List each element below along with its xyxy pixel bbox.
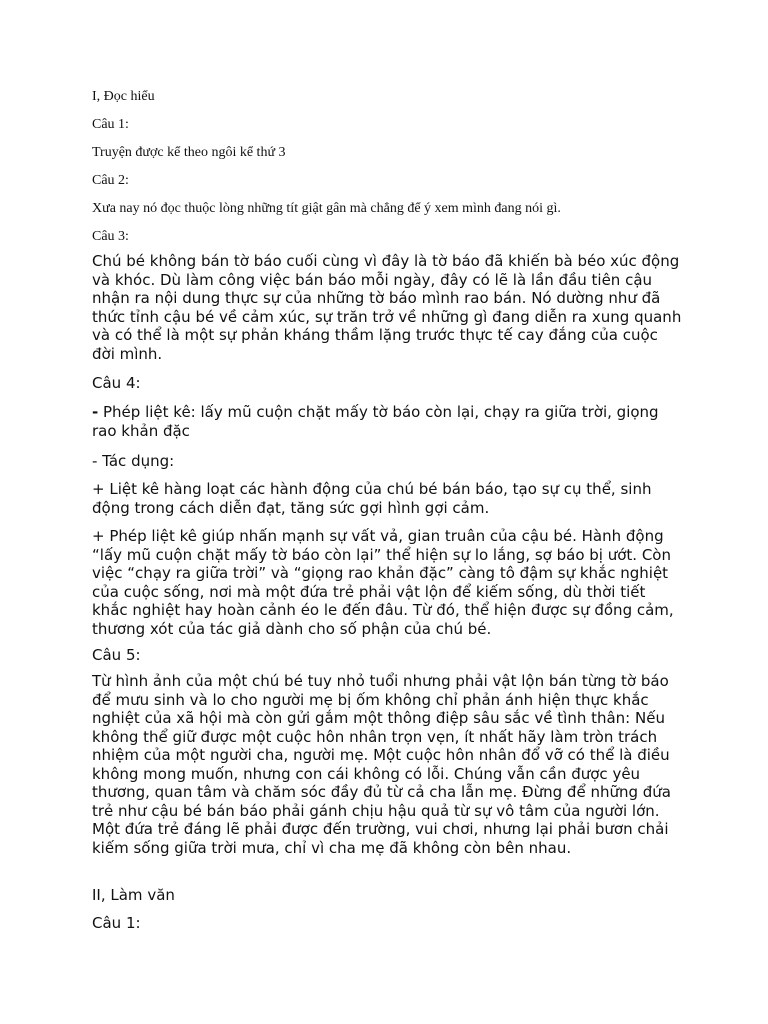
question-5-label: Câu 5: bbox=[92, 646, 141, 664]
bullet-dash: - bbox=[92, 403, 99, 421]
question-4-list-item bbox=[92, 403, 682, 440]
question-1-label: Câu 1: bbox=[92, 117, 129, 132]
question-4-effect-label: - Tác dụng: bbox=[92, 452, 175, 470]
question-2-answer: Xưa nay nó đọc thuộc lòng những tít giật gân mà chẳng để ý xem mình đang nói gì. bbox=[92, 201, 561, 216]
question-2-label: Câu 2: bbox=[92, 173, 129, 188]
question-3-label: Câu 3: bbox=[92, 229, 129, 244]
question-4-effect-2: + Phép liệt kê giúp nhấn mạnh sự vất vả, gian truân của cậu bé. Hành động “lấy mũ cuộn chặt mấy tờ báo còn lại” thể hiện sự lo lắng, sợ báo bị ướt. Còn việc “chạy ra giữa trời” và “giọng rao khản đặc” càng tô đậm sự khắc nghiệt của cuộc sống, nơi mà một đứa trẻ phải vật lộn để kiếm sống, dù thời tiết khắc nghiệt hay hoàn cảnh éo le đến đâu. Từ đó, thể hiện được sự đồng cảm, thương xót của tác giả dành cho số phận của chú bé. bbox=[92, 527, 674, 638]
section-heading-doc-hieu: I, Đọc hiểu bbox=[92, 89, 155, 104]
question-1-answer: Truyện được kể theo ngôi kể thứ 3 bbox=[92, 145, 286, 160]
question-5-answer: Từ hình ảnh của một chú bé tuy nhỏ tuổi nhưng phải vật lộn bán từng tờ báo để mưu sinh và lo cho người mẹ bị ốm không chỉ phản ánh hiện thực khắc nghiệt của xã hội mà còn gửi gắm một thông điệp sâu sắc về tình thân: Nếu không thể giữ được một cuộc hôn nhân trọn vẹn, ít nhất hãy làm tròn trách nhiệm của một người cha, người mẹ. Một cuộc hôn nhân đổ vỡ có thể là điều không mong muốn, nhưng con cái không có lỗi. Chúng vẫn cần được yêu thương, quan tâm và chăm sóc đầy đủ từ cả cha lẫn mẹ. Đừng để những đứa trẻ như cậu bé bán báo phải gánh chịu hậu quả từ sự vô tâm của người lớn. Một đứa trẻ đáng lẽ phải được đến trường, vui chơi, nhưng lại phải bươn chải kiếm sống giữa trời mưa, chỉ vì cha mẹ đã không còn bên nhau. bbox=[92, 672, 671, 857]
question-4-effect-1: + Liệt kê hàng loạt các hành động của chú bé bán báo, tạo sự cụ thể, sinh động trong cách diễn đạt, tăng sức gợi hình gợi cảm. bbox=[92, 480, 652, 517]
section-heading-lam-van: II, Làm văn bbox=[92, 886, 175, 904]
section-2-question-1-label: Câu 1: bbox=[92, 914, 141, 932]
question-4-label: Câu 4: bbox=[92, 374, 141, 392]
question-4-item-text: Phép liệt kê: lấy mũ cuộn chặt mấy tờ báo còn lại, chạy ra giữa trời, giọng rao khản đặc bbox=[92, 403, 659, 440]
question-3-answer: Chú bé không bán tờ báo cuối cùng vì đây là tờ báo đã khiến bà béo xúc động và khóc. Dù làm công việc bán báo mỗi ngày, đây có lẽ là lần đầu tiên cậu nhận ra nội dung thực sự của những tờ báo mình rao bán. Nó dường như đã thức tỉnh cậu bé về cảm xúc, sự trăn trở về những gì đang diễn ra xung quanh và có thể là một sự phản kháng thầm lặng trước thực tế cay đắng của cuộc đời mình. bbox=[92, 252, 682, 363]
